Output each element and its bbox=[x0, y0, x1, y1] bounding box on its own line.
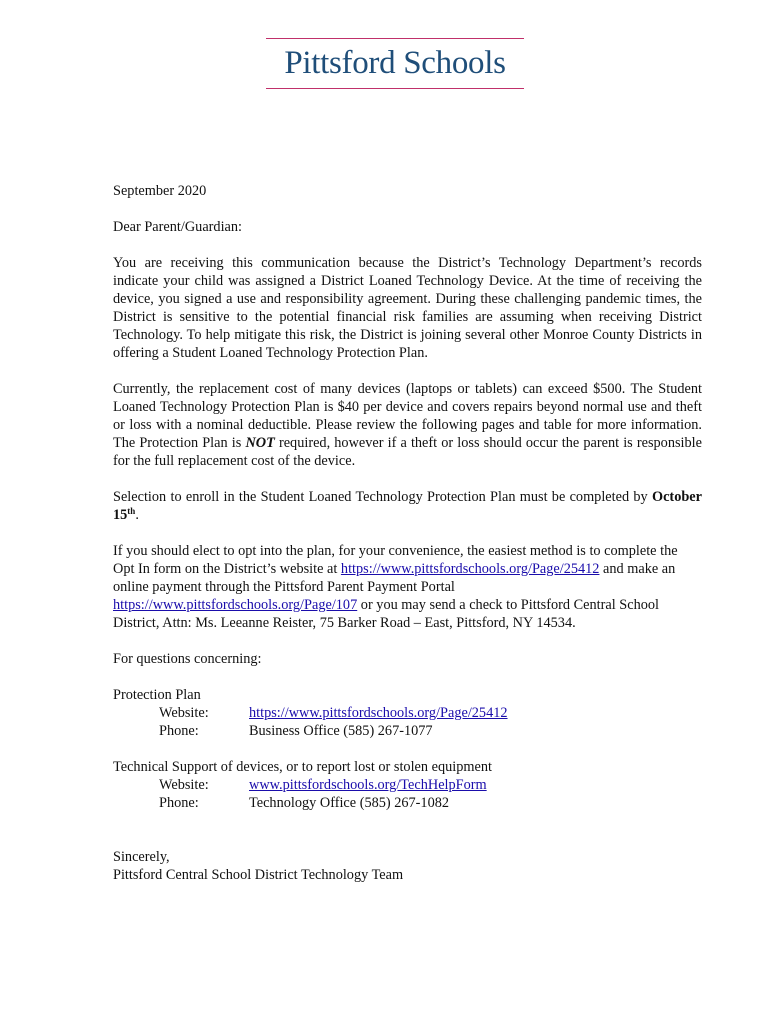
support-phone-value: Technology Office (585) 267-1082 bbox=[249, 795, 450, 811]
deadline-date-suffix: th bbox=[127, 506, 136, 516]
pittsford-schools-logo bbox=[266, 38, 524, 90]
salutation: Dear Parent/Guardian: bbox=[113, 219, 243, 235]
deadline-end: . bbox=[135, 507, 139, 523]
paragraph-deadline bbox=[113, 488, 702, 524]
letter-date: September 2020 bbox=[113, 183, 207, 199]
protection-plan-title: Protection Plan bbox=[113, 687, 201, 703]
protection-phone-label: Phone: bbox=[159, 723, 199, 739]
technical-support-contacts bbox=[113, 758, 702, 812]
support-website-label: Website: bbox=[159, 777, 209, 793]
payment-portal-link[interactable]: https://www.pittsfordschools.org/Page/107 bbox=[113, 597, 358, 613]
paragraph-cost bbox=[113, 380, 702, 470]
logo-bottom-rule bbox=[266, 88, 524, 89]
technical-support-title: Technical Support of devices, or to report lost or stolen equipment bbox=[113, 759, 492, 775]
deadline-date: October 15 bbox=[113, 489, 702, 523]
not-emphasis: NOT bbox=[245, 435, 275, 451]
opt-in-text-3: or you may send a check to Pittsford Central School District, Attn: Ms. Leeanne Reister, 75 Barker Road – East, Pittsford, NY 14534. bbox=[113, 597, 659, 631]
protection-website-label: Website: bbox=[159, 705, 209, 721]
signature: Pittsford Central School District Technology Team bbox=[113, 867, 404, 883]
questions-heading: For questions concerning: bbox=[113, 651, 262, 667]
protection-phone-row bbox=[113, 722, 702, 740]
paragraph-opt-in bbox=[113, 542, 702, 632]
support-website-link[interactable]: www.pittsfordschools.org/TechHelpForm bbox=[249, 777, 487, 793]
protection-plan-contacts bbox=[113, 686, 702, 740]
support-phone-label: Phone: bbox=[159, 795, 199, 811]
support-phone-row bbox=[113, 794, 702, 812]
protection-phone-value: Business Office (585) 267-1077 bbox=[249, 723, 433, 739]
letter-body bbox=[113, 182, 702, 884]
opt-in-text-1: If you should elect to opt into the plan, for your convenience, the easiest method is to complete the Opt In form on the District’s website at bbox=[113, 543, 678, 577]
closing: Sincerely, bbox=[113, 849, 170, 865]
deadline-text: Selection to enroll in the Student Loaned Technology Protection Plan must be completed by bbox=[113, 489, 652, 505]
opt-in-form-link[interactable]: https://www.pittsfordschools.org/Page/25412 bbox=[340, 561, 600, 577]
opt-in-text-2: and make an online payment through the Pittsford Parent Payment Portal bbox=[113, 561, 676, 595]
protection-website-link[interactable]: https://www.pittsfordschools.org/Page/25412 bbox=[249, 705, 508, 721]
paragraph-intro: You are receiving this communication because the District’s Technology Department’s records indicate your child was assigned a District Loaned Technology Device. At the time of receiving the device, you signed a use and responsibility agreement. During these challenging pandemic times, the District is sensitive to the potential financial risk families are assuming when receiving District Technology. To help mitigate this risk, the District is joining several other Monroe County Districts in offering a Student Loaned Technology Protection Plan. bbox=[113, 255, 702, 361]
protection-website-row bbox=[113, 704, 702, 722]
cost-text-1: Currently, the replacement cost of many devices (laptops or tablets) can exceed $500. The Student Loaned Technology Protection Plan is $40 per device and covers repairs beyond normal use and theft or loss with a nominal deductible. Please review the following pages and table for more information. The Protection Plan is bbox=[113, 381, 702, 451]
support-website-row bbox=[113, 776, 702, 794]
cost-text-2: required, however if a theft or loss should occur the parent is responsible for the full replacement cost of the device. bbox=[113, 435, 702, 469]
logo-text: Pittsford Schools bbox=[284, 45, 506, 81]
logo-top-rule bbox=[266, 38, 524, 39]
